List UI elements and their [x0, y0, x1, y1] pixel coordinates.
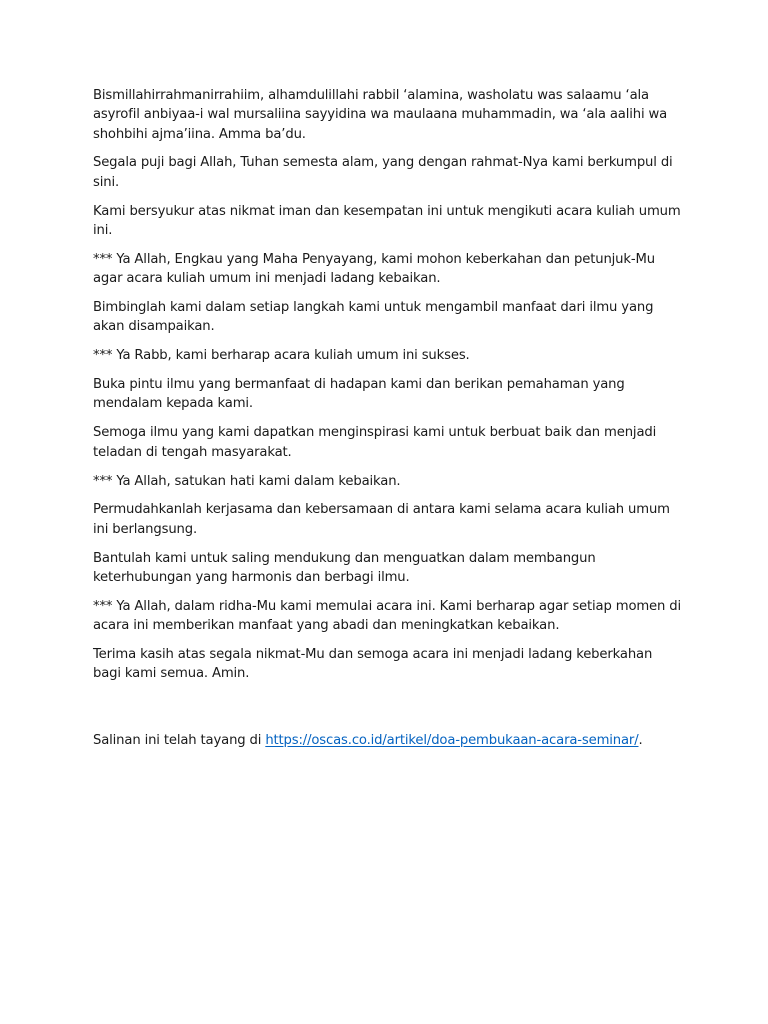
source-prefix: Salinan ini telah tayang di [93, 733, 266, 749]
paragraph-prayer-success: *** Ya Rabb, kami berharap acara kuliah umum ini sukses. [93, 348, 470, 364]
paragraph-opening-greeting: Bismillahirrahmanirrahiim, alhamdulillahi rabbil ‘alamina, washolatu was salaamu ‘ala asyrofil anbiyaa-i wal mursaliina sayyidina wa maulaana muhammadin, wa ‘ala aalihi wa shohbihi ajma’iina. Amma ba’du. [93, 88, 668, 142]
paragraph-gratitude: Kami bersyukur atas nikmat iman dan kesempatan ini untuk mengikuti acara kuliah umum ini. [93, 203, 681, 238]
paragraph-closing-thanks: Terima kasih atas segala nikmat-Mu dan semoga acara ini menjadi ladang keberkahan bagi kami semua. Amin. [93, 646, 653, 682]
paragraph-prayer-blessing: *** Ya Allah, Engkau yang Maha Penyayang, kami mohon keberkahan dan petunjuk-Mu agar acara kuliah umum ini menjadi ladang kebaikan. [93, 251, 655, 287]
paragraph-cooperation: Permudahkanlah kerjasama dan kebersamaan di antara kami selama acara kuliah umum ini berlangsung. [93, 502, 670, 537]
source-link[interactable]: https://oscas.co.id/artikel/doa-pembukaan-acara-seminar/ [265, 733, 639, 749]
paragraph-praise: Segala puji bagi Allah, Tuhan semesta alam, yang dengan rahmat-Nya kami berkumpul di sini. [93, 155, 673, 190]
paragraph-knowledge: Buka pintu ilmu yang bermanfaat di hadapan kami dan berikan pemahaman yang mendalam kepada kami. [93, 377, 625, 412]
paragraph-guidance: Bimbinglah kami dalam setiap langkah kami untuk mengambil manfaat dari ilmu yang akan disampaikan. [93, 300, 654, 335]
paragraph-inspiration: Semoga ilmu yang kami dapatkan menginspirasi kami untuk berbuat baik dan menjadi teladan di tengah masyarakat. [93, 425, 657, 460]
paragraph-support: Bantulah kami untuk saling mendukung dan menguatkan dalam membangun keterhubungan yang harmonis dan berbagi ilmu. [93, 550, 596, 585]
source-attribution [93, 731, 683, 750]
paragraph-prayer-unity: *** Ya Allah, satukan hati kami dalam kebaikan. [93, 473, 401, 489]
blank-space [93, 693, 683, 731]
source-suffix: . [638, 733, 643, 749]
document-body [93, 86, 683, 760]
paragraph-prayer-opening: *** Ya Allah, dalam ridha-Mu kami memulai acara ini. Kami berharap agar setiap momen di acara ini memberikan manfaat yang abadi dan meningkatkan kebaikan. [93, 598, 682, 634]
